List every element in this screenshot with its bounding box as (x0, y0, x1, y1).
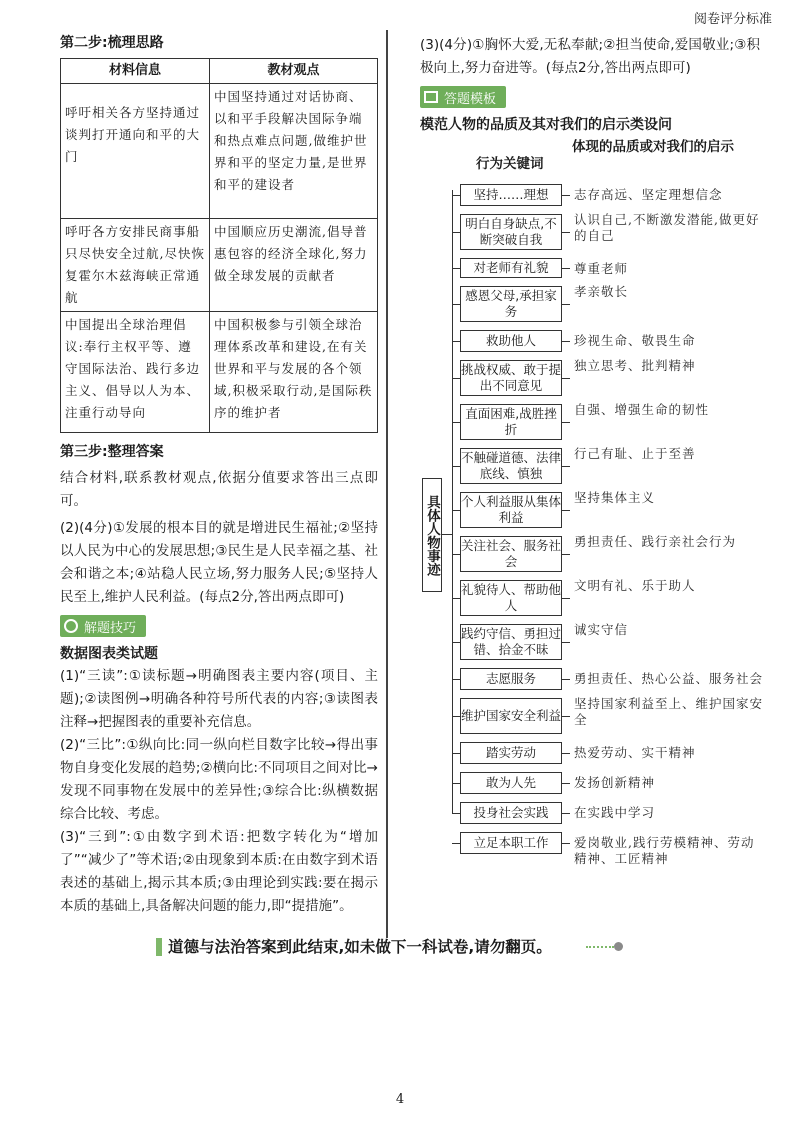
behavior-keyword: 投身社会实践 (460, 802, 562, 824)
quality-text: 自强、增强生命的韧性 (574, 402, 710, 417)
mindmap-connector (562, 341, 570, 342)
quality-text: 勇担责任、热心公益、服务社会 (574, 671, 764, 686)
behavior-keyword: 关注社会、服务社会 (460, 536, 562, 572)
mindmap-branch-line (452, 232, 460, 233)
mindmap-header (420, 138, 760, 178)
mindmap-row (452, 580, 762, 622)
mindmap (420, 178, 764, 866)
dotted-line (586, 946, 614, 948)
tip-3: (3)“三到”:①由数字到术语:把数字转化为“增加了”“减少了”等术语;②由现象到本质:在由数字到术语表述的基础上,揭示其本质;③由理论到实践:要在揭示本质的基础上,具备解决问题的能力,即“提措施”。 (60, 829, 378, 914)
view-cell: 中国顺应历史潮流,倡导普惠包容的经济全球化,努力做全球发展的贡献者 (209, 219, 377, 312)
material-cell: 中国提出全球治理倡议:奉行主权平等、遵守国际法治、践行多边主义、倡导以人为本、注重行动导向 (61, 312, 210, 433)
mindmap-connector (562, 510, 570, 511)
mindmap-connector (562, 813, 570, 814)
mindmap-branch-line (452, 510, 460, 511)
dot-icon (614, 942, 623, 951)
mindmap-branch-line (452, 753, 460, 754)
quality-text: 独立思考、批判精神 (574, 358, 696, 373)
mindmap-connector (562, 716, 570, 717)
green-bar-icon (156, 938, 162, 956)
mindmap-branch-line (452, 783, 460, 784)
quality-text: 尊重老师 (574, 261, 629, 276)
mindmap-connector (562, 783, 570, 784)
behavior-keyword: 维护国家安全利益 (460, 698, 562, 734)
mindmap-connector (562, 466, 570, 467)
mindmap-title: 模范人物的品质及其对我们的启示类设问 (420, 117, 672, 133)
book-icon (424, 91, 438, 103)
mindmap-root: 具体人物事迹 (422, 478, 442, 592)
behavior-keyword: 立足本职工作 (460, 832, 562, 854)
template-banner (420, 86, 506, 108)
behavior-keyword: 礼貌待人、帮助他人 (460, 580, 562, 616)
behavior-keyword: 坚持……理想 (460, 184, 562, 206)
material-cell: 呼吁各方安排民商事船只尽快安全过航,尽快恢复霍尔木兹海峡正常通航 (61, 219, 210, 312)
analysis-table (60, 58, 378, 433)
behavior-keyword: 明白自身缺点,不断突破自我 (460, 214, 562, 250)
step3-title: 第三步:整理答案 (60, 444, 164, 460)
step2-title: 第二步:梳理思路 (60, 35, 164, 51)
quality-text: 爱岗敬业,践行劳模精神、劳动精神、工匠精神 (574, 835, 755, 866)
mindmap-branch-line (452, 679, 460, 680)
mindmap-connector (562, 554, 570, 555)
magnifier-icon (64, 619, 78, 633)
mindmap-connector (562, 195, 570, 196)
behavior-keyword: 感恩父母,承担家务 (460, 286, 562, 322)
mindmap-branch-line (452, 554, 460, 555)
table-header-material: 材料信息 (61, 59, 210, 84)
mindmap-row (452, 330, 762, 358)
mindmap-row (452, 832, 762, 866)
mindmap-branch-line (452, 341, 460, 342)
behavior-keyword: 践约守信、勇担过错、拾金不昧 (460, 624, 562, 660)
mindmap-branch-line (452, 422, 460, 423)
mindmap-row (452, 742, 762, 770)
quality-text: 珍视生命、敬畏生命 (574, 333, 696, 348)
mindmap-connector (562, 598, 570, 599)
quality-text: 认识自己,不断激发潜能,做更好的自己 (574, 212, 760, 243)
quality-text: 行己有耻、止于至善 (574, 446, 696, 461)
behavior-keyword: 直面困难,战胜挫折 (460, 404, 562, 440)
mindmap-connector (562, 232, 570, 233)
table-row (61, 219, 378, 312)
view-cell: 中国坚持通过对话协商、以和平手段解决国际争端和热点难点问题,做维护世界和平的坚定力量,是世界和平的建设者 (209, 84, 377, 219)
mindmap-row (452, 448, 762, 490)
quality-text: 发扬创新精神 (574, 775, 656, 790)
mindmap-branch-line (452, 716, 460, 717)
mindmap-connector (562, 268, 570, 269)
mindmap-row (452, 360, 762, 402)
mindmap-branch-line (452, 268, 460, 269)
quality-text: 志存高远、坚定理想信念 (574, 187, 723, 202)
quality-text: 文明有礼、乐于助人 (574, 578, 696, 593)
mindmap-branch-line (452, 598, 460, 599)
mindmap-row (452, 492, 762, 534)
mindmap-row (452, 624, 762, 666)
footer-note (168, 934, 688, 960)
behavior-keyword: 挑战权威、敢于提出不同意见 (460, 360, 562, 396)
mindmap-connector (562, 642, 570, 643)
mindmap-connector (562, 753, 570, 754)
mindmap-branch-line (452, 378, 460, 379)
answer-3: (3)(4分)①胸怀大爱,无私奉献;②担当使命,爱国敬业;③积极向上,努力奋进等。(每点2分,答出两点即可) (420, 37, 760, 76)
mindmap-connector (562, 304, 570, 305)
mindmap-branch-line (452, 304, 460, 305)
quality-text: 热爱劳动、实干精神 (574, 745, 696, 760)
mindmap-connector (562, 378, 570, 379)
template-label: 答题模板 (444, 91, 497, 107)
mindmap-row (452, 258, 762, 284)
quality-text: 勇担责任、践行亲社会行为 (574, 534, 737, 549)
step3-text: 结合材料,联系教材观点,依据分值要求答出三点即可。 (60, 470, 378, 509)
behavior-header: 行为关键词 (476, 156, 544, 172)
behavior-keyword: 踏实劳动 (460, 742, 562, 764)
quality-text: 坚持集体主义 (574, 490, 656, 505)
behavior-keyword: 敢为人先 (460, 772, 562, 794)
quality-text: 坚持国家利益至上、维护国家安全 (574, 696, 764, 727)
behavior-keyword: 救助他人 (460, 330, 562, 352)
mindmap-branch-line (452, 466, 460, 467)
mindmap-root-link (441, 534, 452, 535)
left-column (60, 28, 378, 918)
tip-1: (1)“三读”:①读标题→明确图表主要内容(项目、主题);②读图例→明确各种符号所代表的内容;③读图表注释→把握图表的重要补充信息。 (60, 668, 378, 730)
header-standard: 阅卷评分标准 (693, 12, 772, 27)
table-header-view: 教材观点 (209, 59, 377, 84)
tip-title: 数据图表类试题 (60, 646, 158, 662)
material-cell: 呼吁相关各方坚持通过谈判打开通向和平的大门 (61, 84, 210, 219)
quality-header: 体现的品质或对我们的启示 (572, 139, 734, 155)
mindmap-row (452, 184, 762, 212)
column-divider (386, 30, 388, 938)
table-row (61, 312, 378, 433)
quality-text: 孝亲敬长 (574, 284, 629, 299)
view-cell: 中国积极参与引领全球治理体系改革和建设,在有关世界和平与发展的各个领域,积极采取行动,是国际秩序的维护者 (209, 312, 377, 433)
mindmap-row (452, 214, 762, 256)
mindmap-row (452, 802, 762, 830)
tip-banner (60, 615, 146, 637)
mindmap-row (452, 698, 762, 740)
mindmap-row (452, 286, 762, 328)
quality-text: 在实践中学习 (574, 805, 656, 820)
page-number: 4 (395, 1092, 405, 1107)
quality-text: 诚实守信 (574, 622, 629, 637)
mindmap-connector (562, 422, 570, 423)
mindmap-branch-line (452, 843, 460, 844)
behavior-keyword: 志愿服务 (460, 668, 562, 690)
mindmap-row (452, 772, 762, 800)
mindmap-branch-line (452, 642, 460, 643)
mindmap-row (452, 404, 762, 446)
answer-2: (2)(4分)①发展的根本目的就是增进民生福祉;②坚持以人民为中心的发展思想;③民生是人民幸福之基、社会和谐之本;④站稳人民立场,努力服务人民;⑤坚持人民至上,维护人民利益。(每点2分,答出两点即可) (60, 520, 378, 605)
mindmap-connector (562, 843, 570, 844)
mindmap-branch-line (452, 813, 460, 814)
footer-text: 道德与法治答案到此结束,如未做下一科试卷,请勿翻页。 (168, 938, 552, 956)
table-row (61, 84, 378, 219)
tip-2: (2)“三比”:①纵向比:同一纵向栏目数字比较→得出事物自身变化发展的趋势;②横向比:不同项目之间对比→发现不同事物在发展中的差异性;③综合比:纵横数据综合比较、考虑。 (60, 737, 378, 822)
behavior-keyword: 个人利益服从集体利益 (460, 492, 562, 528)
tip-label: 解题技巧 (84, 620, 137, 636)
right-column (420, 34, 764, 866)
mindmap-branch-line (452, 195, 460, 196)
mindmap-row (452, 536, 762, 578)
behavior-keyword: 对老师有礼貌 (460, 258, 562, 278)
mindmap-row (452, 668, 762, 696)
mindmap-connector (562, 679, 570, 680)
behavior-keyword: 不触碰道德、法律底线、慎独 (460, 448, 562, 484)
